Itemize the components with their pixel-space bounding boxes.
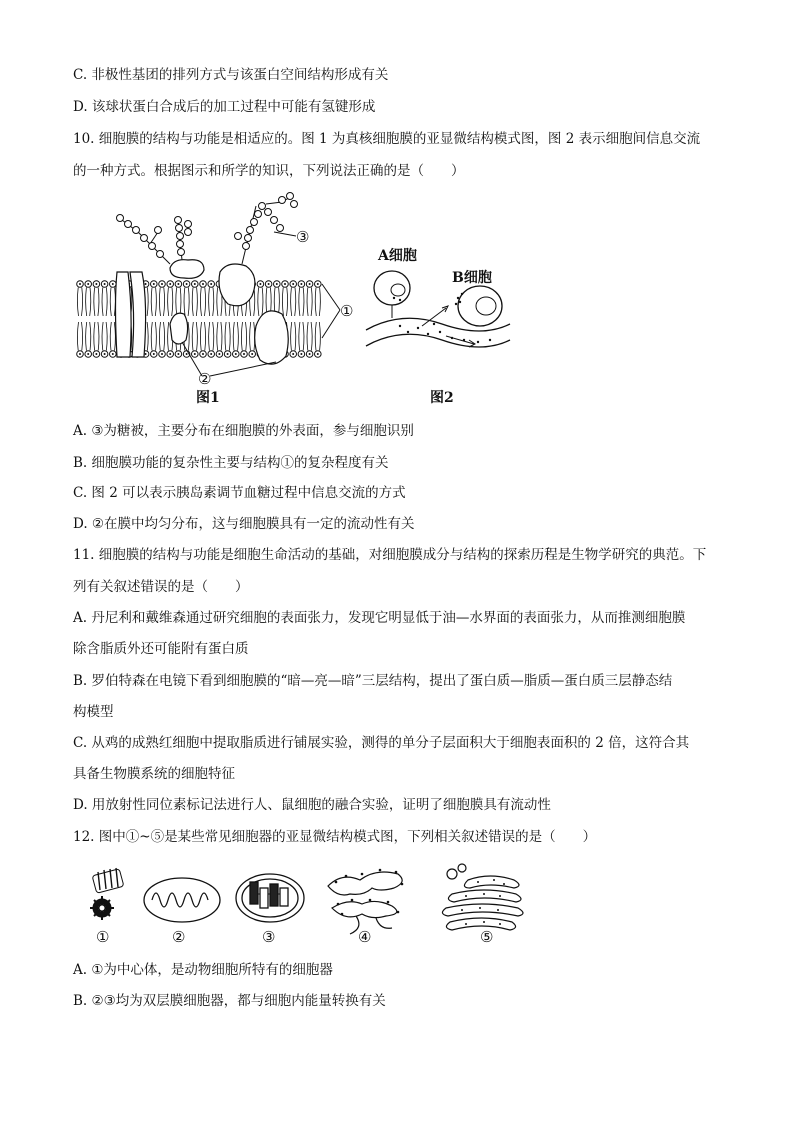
peripheral-protein-icon	[170, 260, 204, 279]
fatty-acid-tail	[225, 322, 230, 351]
q10-option-b: B. 细胞膜功能的复杂性主要与结构①的复杂程度有关	[73, 455, 389, 471]
phospholipid-head-dot	[235, 353, 237, 355]
phospholipid-head-dot	[300, 283, 302, 285]
organelle-label-4: ④	[358, 928, 372, 946]
q11-option-b-line2: 构模型	[73, 704, 114, 720]
organelle-label-1: ①	[96, 928, 110, 946]
phospholipid-head-dot	[317, 283, 319, 285]
q10-option-c: C. 图 2 可以表示胰岛素调节血糖过程中信息交流的方式	[73, 485, 406, 501]
endoplasmic-reticulum-icon	[328, 869, 403, 934]
organelle-label-5: ⑤	[480, 928, 494, 946]
golgi-apparatus-icon	[442, 864, 523, 930]
phospholipid-head-dot	[202, 283, 204, 285]
fatty-acid-tail	[250, 322, 255, 351]
q11-option-c-line1: C. 从鸡的成熟红细胞中提取脂质进行铺展实验，测得的单分子层面积大于细胞表面积的 2 倍，这符合其	[73, 735, 690, 751]
phospholipid-head-dot	[79, 283, 81, 285]
q11-option-a-line1: A. 丹尼利和戴维森通过研究细胞的表面张力，发现它明显低于油—水界面的表面张力，从而推测细胞膜	[73, 610, 686, 626]
fatty-acid-tail	[299, 288, 304, 317]
fatty-acid-tail	[192, 322, 197, 351]
fatty-acid-tail	[110, 288, 115, 317]
phospholipid-head-dot	[284, 283, 286, 285]
label-protein: ②	[198, 370, 212, 388]
phospholipid-head-dot	[251, 353, 253, 355]
organelles-svg	[80, 858, 530, 950]
fatty-acid-tail	[77, 288, 82, 317]
fatty-acid-tail	[184, 288, 189, 317]
phospholipid-head-dot	[276, 283, 278, 285]
fatty-acid-tail	[241, 322, 246, 351]
q11-stem-line1: 11. 细胞膜的结构与功能是细胞生命活动的基础，对细胞膜成分与结构的探索历程是生物学研究的典范。下	[73, 547, 707, 563]
fatty-acid-tail	[159, 322, 164, 351]
phospholipid-head-dot	[292, 353, 294, 355]
fatty-acid-tail	[282, 288, 287, 317]
q9-option-c: C. 非极性基团的排列方式与该蛋白空间结构形成有关	[73, 67, 389, 83]
fatty-acid-tail	[94, 288, 99, 317]
q10-stem-line2: 的一种方式。根据图示和所学的知识，下列说法正确的是（ ）	[73, 163, 465, 179]
fatty-acid-tail	[151, 288, 156, 317]
phospholipid-head-dot	[153, 353, 155, 355]
chloroplast-icon	[236, 874, 304, 922]
phospholipid-head-dot	[300, 353, 302, 355]
fatty-acid-tail	[102, 288, 107, 317]
fatty-acid-tail	[209, 288, 214, 317]
q9-option-d: D. 该球状蛋白合成后的加工过程中可能有氢键形成	[73, 99, 376, 115]
phospholipid-head-dot	[112, 353, 114, 355]
figure1-membrane-diagram	[70, 192, 360, 408]
fatty-acid-tail	[86, 322, 91, 351]
phospholipid-head-dot	[104, 353, 106, 355]
phospholipid-head-dot	[194, 283, 196, 285]
phospholipid-head-dot	[317, 353, 319, 355]
phospholipid-head-dot	[153, 283, 155, 285]
phospholipid-head-dot	[87, 283, 89, 285]
phospholipid-head-dot	[210, 283, 212, 285]
fatty-acid-tail	[151, 322, 156, 351]
fatty-acid-tail	[307, 288, 312, 317]
fatty-acid-tail	[291, 322, 296, 351]
q10-option-a: A. ③为糖被，主要分布在细胞膜的外表面，参与细胞识别	[73, 423, 414, 439]
fatty-acid-tail	[102, 322, 107, 351]
phospholipid-head-dot	[161, 353, 163, 355]
fatty-acid-tail	[176, 288, 181, 317]
fatty-acid-tail	[94, 322, 99, 351]
fatty-acid-tail	[258, 288, 263, 317]
mitochondrion-icon	[144, 878, 220, 922]
q11-option-d: D. 用放射性同位素标记法进行人、鼠细胞的融合实验，证明了细胞膜具有流动性	[73, 797, 551, 813]
phospholipid-head-dot	[186, 283, 188, 285]
glycocalyx-icon	[117, 193, 298, 265]
phospholipid-head-dot	[243, 353, 245, 355]
fatty-acid-tail	[86, 288, 91, 317]
phospholipid-head-dot	[177, 353, 179, 355]
phospholipid-head-dot	[112, 283, 114, 285]
phospholipid-head-dot	[309, 283, 311, 285]
phospholipid-head-dot	[169, 353, 171, 355]
phospholipid-head-dot	[87, 353, 89, 355]
fatty-acid-tail	[233, 322, 238, 351]
fatty-acid-tail	[217, 322, 222, 351]
phospholipid-head-dot	[218, 353, 220, 355]
q10-stem-line1: 10. 细胞膜的结构与功能是相适应的。图 1 为真核细胞膜的亚显微结构模式图，图 2 表示细胞间信息交流	[73, 131, 701, 147]
phospholipid-head-dot	[309, 353, 311, 355]
embedded-protein-icon	[170, 313, 188, 344]
fatty-acid-tail	[200, 288, 205, 317]
phospholipid-head-dot	[95, 283, 97, 285]
q11-option-a-line2: 除含脂质外还可能附有蛋白质	[73, 641, 249, 657]
phospholipid-head-dot	[194, 353, 196, 355]
phospholipid-head-dot	[145, 353, 147, 355]
q10-option-d: D. ②在膜中均匀分布，这与细胞膜具有一定的流动性有关	[73, 516, 415, 532]
phospholipid-head-dot	[161, 283, 163, 285]
phospholipid-head-dot	[95, 353, 97, 355]
fatty-acid-tail	[192, 288, 197, 317]
phospholipid-head-dot	[145, 283, 147, 285]
organelle-label-2: ②	[172, 928, 186, 946]
fatty-acid-tail	[159, 288, 164, 317]
fatty-acid-tail	[77, 322, 82, 351]
phospholipid-head-dot	[202, 353, 204, 355]
integral-protein-icon	[219, 264, 255, 306]
phospholipid-head-dot	[104, 283, 106, 285]
phospholipid-head-dot	[210, 353, 212, 355]
signaling-svg	[362, 240, 512, 408]
phospholipid-heads-top	[77, 281, 321, 288]
phospholipid-head-dot	[169, 283, 171, 285]
phospholipid-head-dot	[79, 353, 81, 355]
q12-stem: 12. 图中①~⑤是某些常见细胞器的亚显微结构模式图，下列相关叙述错误的是（ ）	[73, 829, 597, 845]
fatty-acid-tail	[307, 322, 312, 351]
cell-a-icon	[374, 271, 410, 318]
fatty-acid-tail	[315, 288, 320, 317]
organelle-label-3: ③	[262, 928, 276, 946]
q11-stem-line2: 列有关叙述错误的是（ ）	[73, 579, 249, 595]
fatty-acid-tail	[291, 288, 296, 317]
transmembrane-protein-icon	[255, 311, 289, 364]
fatty-acid-tail	[299, 322, 304, 351]
figure2-caption: 图2	[430, 390, 454, 406]
membrane-svg	[70, 192, 360, 408]
phospholipid-head-dot	[186, 353, 188, 355]
fatty-acid-tail	[110, 322, 115, 351]
q12-option-a: A. ①为中心体，是动物细胞所特有的细胞器	[73, 962, 333, 978]
phospholipid-head-dot	[177, 283, 179, 285]
fatty-acid-tail	[168, 288, 173, 317]
figure2-cell-signaling-diagram	[362, 240, 512, 408]
phospholipid-head-dot	[259, 283, 261, 285]
q11-option-b-line1: B. 罗伯特森在电镜下看到细胞膜的“暗—亮—暗”三层结构，提出了蛋白质—脂质—蛋白质三层静态结	[73, 673, 673, 689]
centriole-icon	[90, 868, 124, 920]
phospholipid-head-dot	[268, 283, 270, 285]
organelles-figure	[80, 858, 530, 950]
label-cell-a: A细胞	[378, 248, 417, 264]
fatty-acid-tail	[209, 322, 214, 351]
q12-option-b: B. ②③均为双层膜细胞器，都与细胞内能量转换有关	[73, 993, 386, 1009]
fatty-acid-tail	[315, 322, 320, 351]
phospholipid-head-dot	[227, 353, 229, 355]
label-cell-b: B细胞	[452, 270, 492, 286]
label-bilayer: ①	[340, 302, 354, 320]
figure1-caption: 图1	[196, 390, 220, 406]
phospholipid-head-dot	[292, 283, 294, 285]
cell-b-icon	[455, 286, 502, 326]
label-glycocalyx: ③	[296, 228, 310, 246]
fatty-acid-tail	[200, 322, 205, 351]
q11-option-c-line2: 具备生物膜系统的细胞特征	[73, 766, 235, 782]
